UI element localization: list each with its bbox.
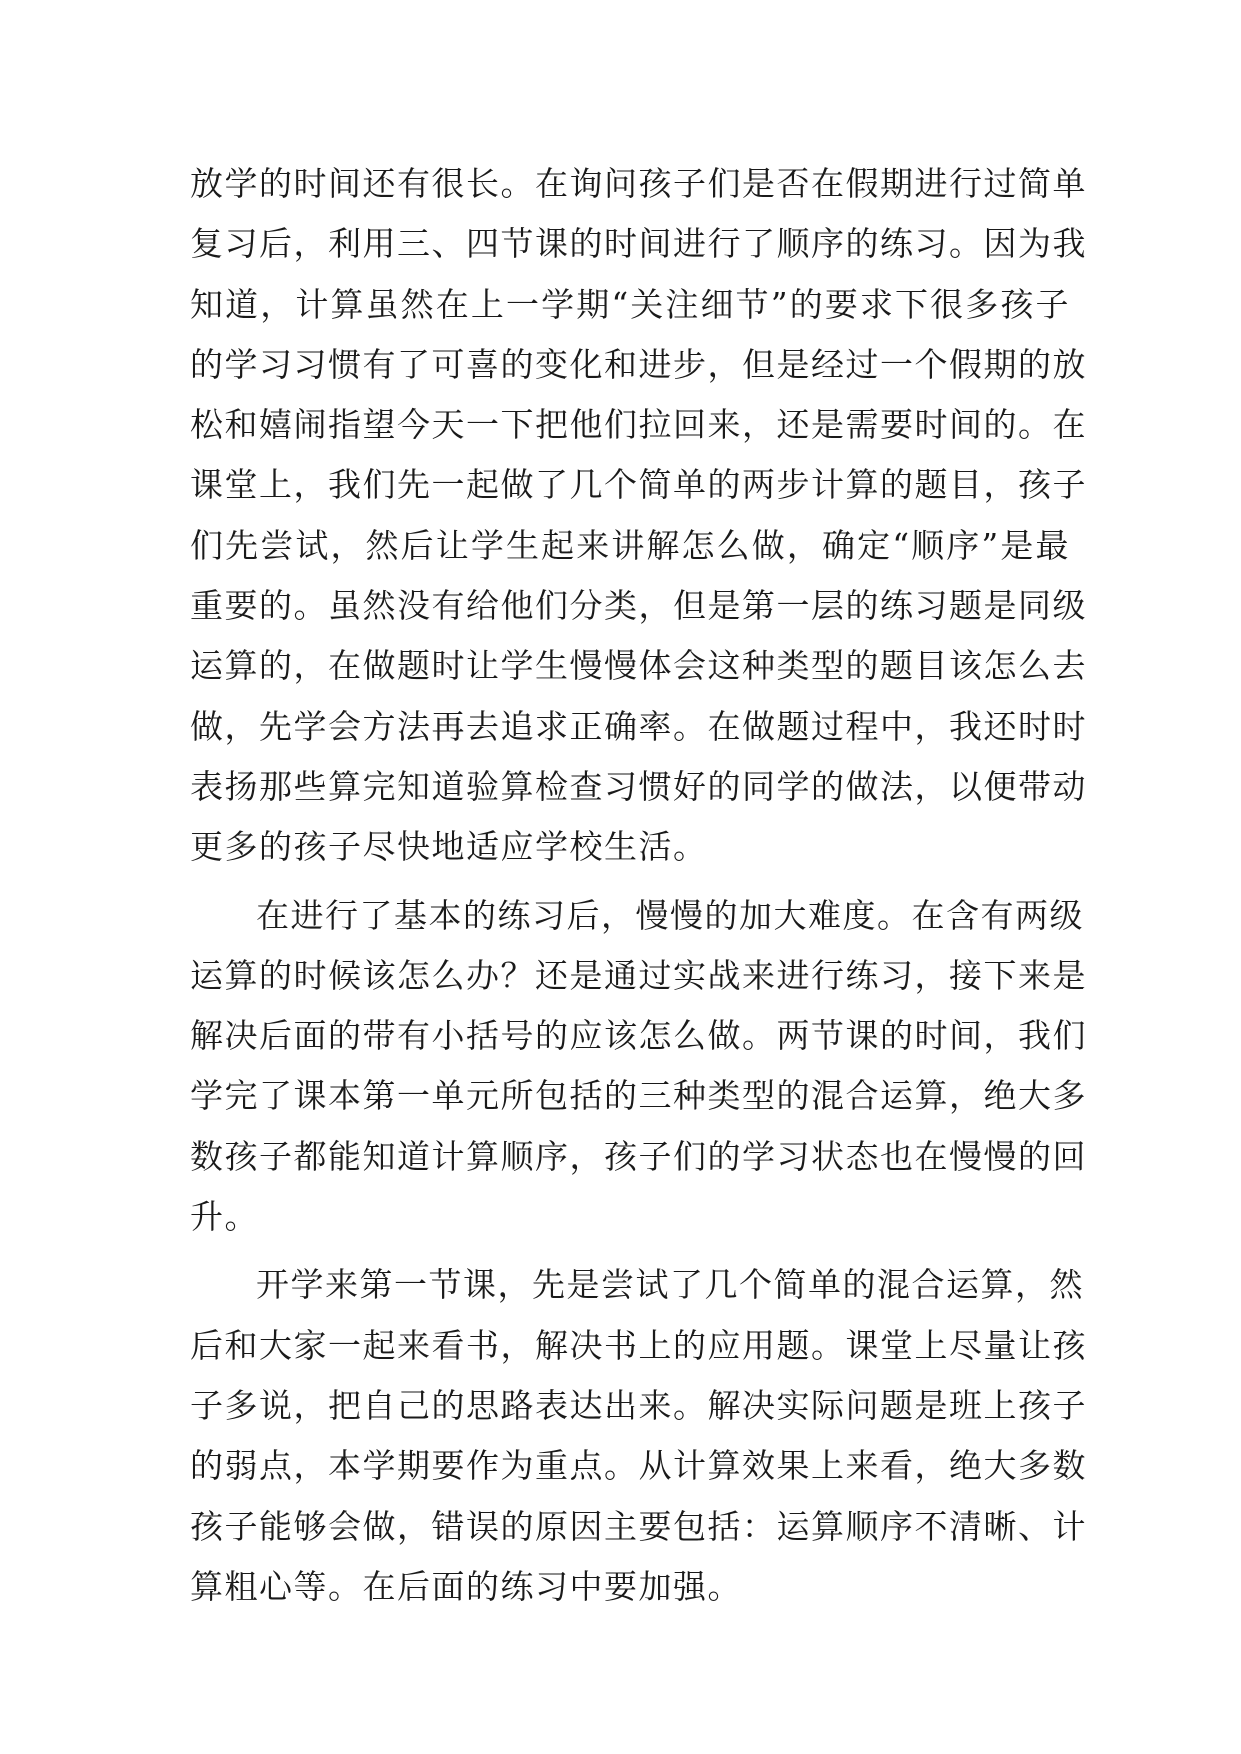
paragraph-spacing (190, 1247, 1070, 1255)
text-line: 解决后面的带有小括号的应该怎么做。两节课的时间，我们 (190, 1016, 1087, 1056)
text-line: 放学的时间还有很长。在询问孩子们是否在假期进行过简单 (190, 164, 1087, 203)
text-line: 升。 (190, 1197, 259, 1237)
text-line: 运算的时候该怎么办？还是通过实战来进行练习，接下来是 (190, 955, 1087, 995)
text-line: 学完了课本第一单元所包括的三种类型的混合运算，绝大多 (190, 1076, 1087, 1116)
paragraph-3 (190, 1255, 1087, 1617)
text-line: 的弱点，本学期要作为重点。从计算效果上来看，绝大多数 (190, 1446, 1087, 1486)
text-line: 课堂上，我们先一起做了几个简单的两步计算的题目，孩子 (190, 465, 1087, 505)
text-line: 重要的。虽然没有给他们分类，但是第一层的练习题是同级 (190, 586, 1087, 626)
paragraph-spacing (190, 878, 1070, 886)
paragraph-1 (190, 154, 1087, 878)
text-line: 子多说，把自己的思路表达出来。解决实际问题是班上孩子 (190, 1385, 1087, 1425)
paragraph-2 (190, 886, 1087, 1248)
text-line: 知道，计算虽然在上一学期“关注细节”的要求下很多孩子 (190, 284, 1070, 324)
text-line: 孩子能够会做，错误的原因主要包括：运算顺序不清晰、计 (190, 1506, 1087, 1546)
text-line: 更多的孩子尽快地适应学校生活。 (190, 827, 708, 867)
text-line: 们先尝试，然后让学生起来讲解怎么做，确定“顺序”是最 (190, 525, 1070, 565)
text-line: 算粗心等。在后面的练习中要加强。 (190, 1566, 742, 1606)
document-body (190, 154, 1087, 1617)
text-line: 后和大家一起来看书，解决书上的应用题。课堂上尽量让孩 (190, 1325, 1087, 1365)
text-line: 在进行了基本的练习后，慢慢的加大难度。在含有两级 (256, 895, 1084, 935)
text-line: 开学来第一节课，先是尝试了几个简单的混合运算，然 (256, 1265, 1084, 1305)
text-line: 复习后，利用三、四节课的时间进行了顺序的练习。因为我 (190, 224, 1087, 264)
text-line: 数孩子都能知道计算顺序，孩子们的学习状态也在慢慢的回 (190, 1136, 1087, 1176)
text-line: 做，先学会方法再去追求正确率。在做题过程中，我还时时 (190, 706, 1087, 746)
text-line: 表扬那些算完知道验算检查习惯好的同学的做法，以便带动 (190, 766, 1087, 806)
text-line: 运算的，在做题时让学生慢慢体会这种类型的题目该怎么去 (190, 646, 1087, 686)
text-line: 的学习习惯有了可喜的变化和进步，但是经过一个假期的放 (190, 344, 1087, 384)
text-line: 松和嬉闹指望今天一下把他们拉回来，还是需要时间的。在 (190, 405, 1087, 445)
